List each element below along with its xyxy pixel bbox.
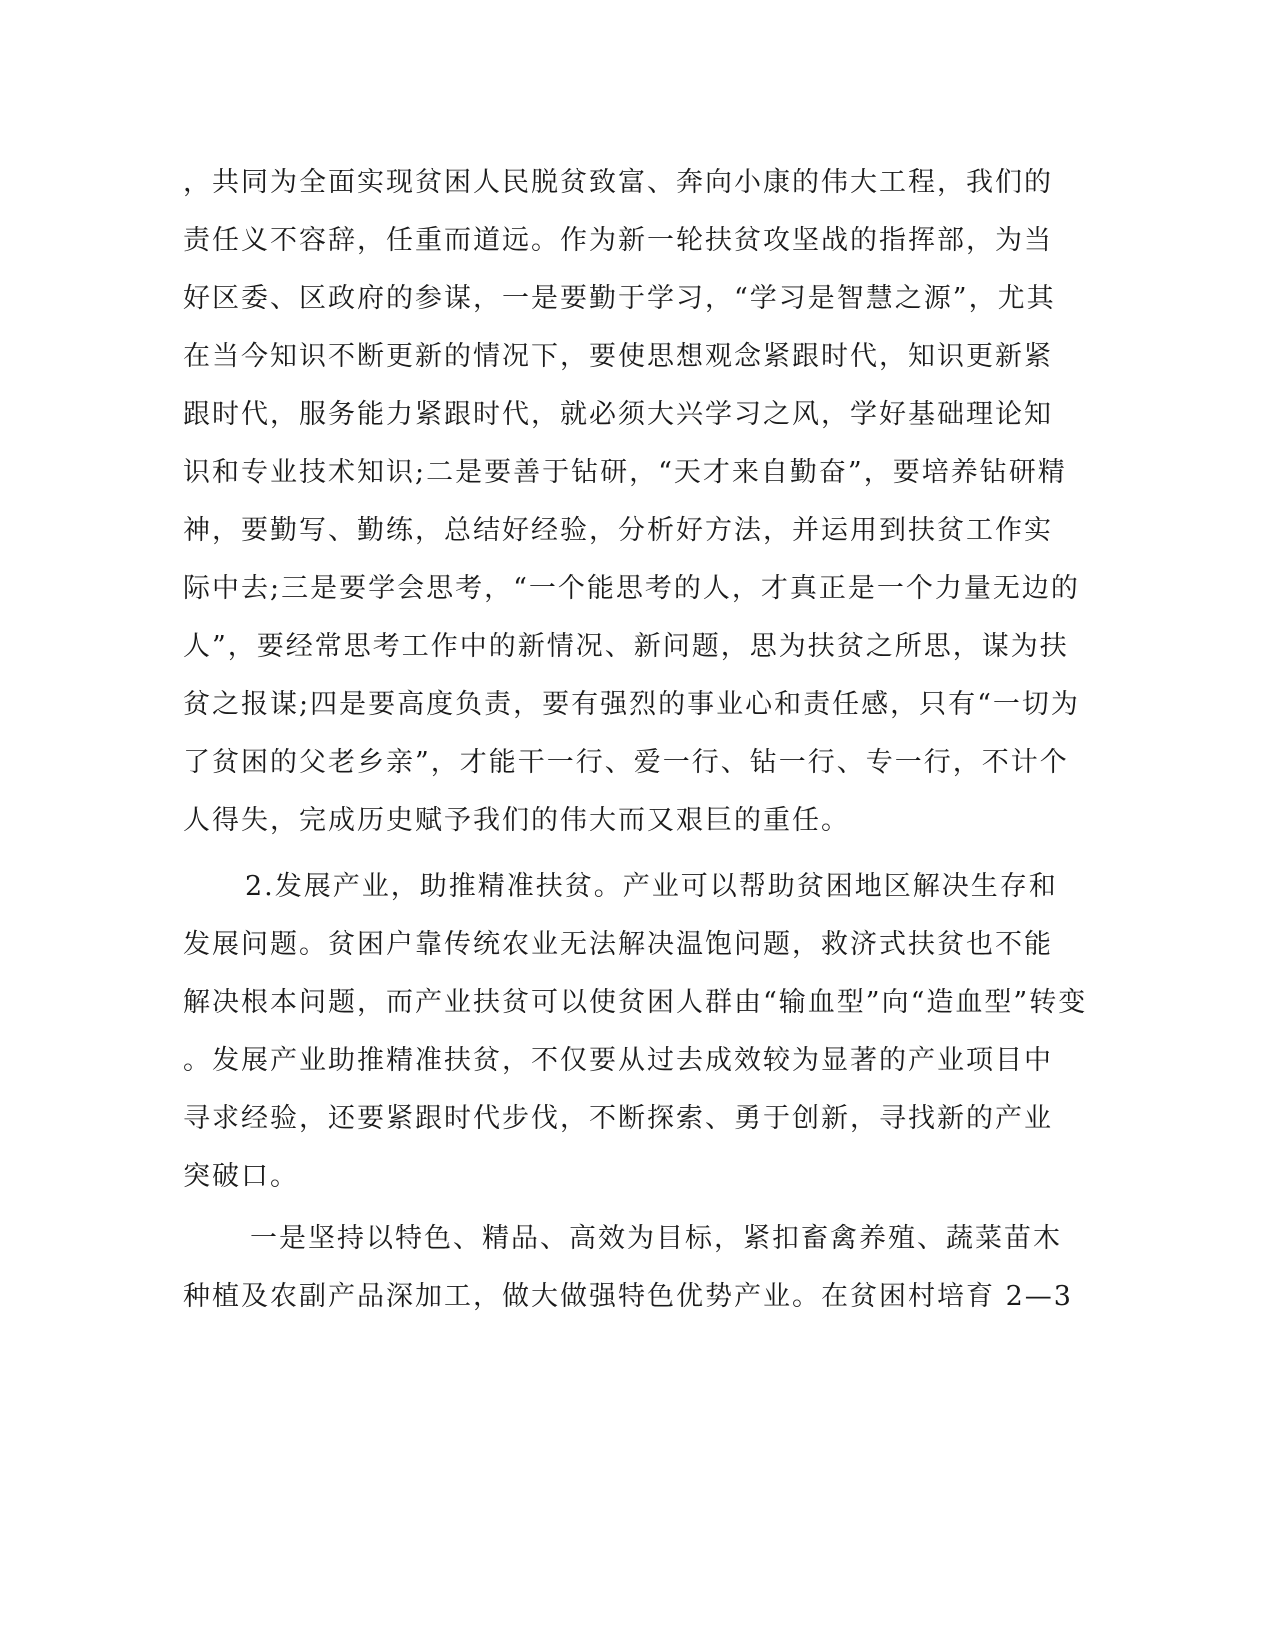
- body-text-line: 际中去;三是要学会思考，“一个能思考的人，才真正是一个力量无边的: [183, 573, 1080, 604]
- body-text-line: 人得失，完成历史赋予我们的伟大而又艰巨的重任。: [183, 805, 850, 836]
- body-text-line: 神，要勤写、勤练，总结好经验，分析好方法，并运用到扶贫工作实: [183, 515, 1053, 546]
- body-text-line: ，共同为全面实现贫困人民脱贫致富、奔向小康的伟大工程，我们的: [183, 167, 1053, 198]
- paragraph-start-line: 一是坚持以特色、精品、高效为目标，紧扣畜禽养殖、蔬菜苗木: [250, 1223, 1062, 1254]
- body-text-line: 了贫困的父老乡亲”，才能干一行、爱一行、钻一行、专一行，不计个: [183, 747, 1069, 778]
- body-text-line: 识和专业技术知识;二是要善于钻研，“天才来自勤奋”，要培养钻研精: [183, 457, 1067, 488]
- body-text-line: 责任义不容辞，任重而道远。作为新一轮扶贫攻坚战的指挥部，为当: [183, 225, 1053, 256]
- body-text-line: 寻求经验，还要紧跟时代步伐，不断探索、勇于创新，寻找新的产业: [183, 1103, 1053, 1134]
- section-heading-line: 2.发展产业，助推精准扶贫。产业可以帮助贫困地区解决生存和: [245, 871, 1058, 902]
- body-text-line: 发展问题。贫困户靠传统农业无法解决温饱问题，救济式扶贫也不能: [183, 929, 1053, 960]
- body-text-line: 解决根本问题，而产业扶贫可以使贫困人群由“输血型”向“造血型”转变: [183, 987, 1088, 1018]
- body-text-line: 贫之报谋;四是要高度负责，要有强烈的事业心和责任感，只有“一切为: [183, 689, 1080, 720]
- body-text-line: 种植及农副产品深加工，做大做强特色优势产业。在贫困村培育 2—3: [183, 1281, 1073, 1312]
- body-text-line: 跟时代，服务能力紧跟时代，就必须大兴学习之风，学好基础理论知: [183, 399, 1053, 430]
- body-text-line: 突破口。: [183, 1161, 299, 1192]
- body-text-line: 人”，要经常思考工作中的新情况、新问题，思为扶贫之所思，谋为扶: [183, 631, 1069, 662]
- body-text-line: 在当今知识不断更新的情况下，要使思想观念紧跟时代，知识更新紧: [183, 341, 1053, 372]
- body-text-line: 好区委、区政府的参谋，一是要勤于学习，“学习是智慧之源”，尤其: [183, 283, 1056, 314]
- body-text-line: 。发展产业助推精准扶贫，不仅要从过去成效较为显著的产业项目中: [183, 1045, 1053, 1076]
